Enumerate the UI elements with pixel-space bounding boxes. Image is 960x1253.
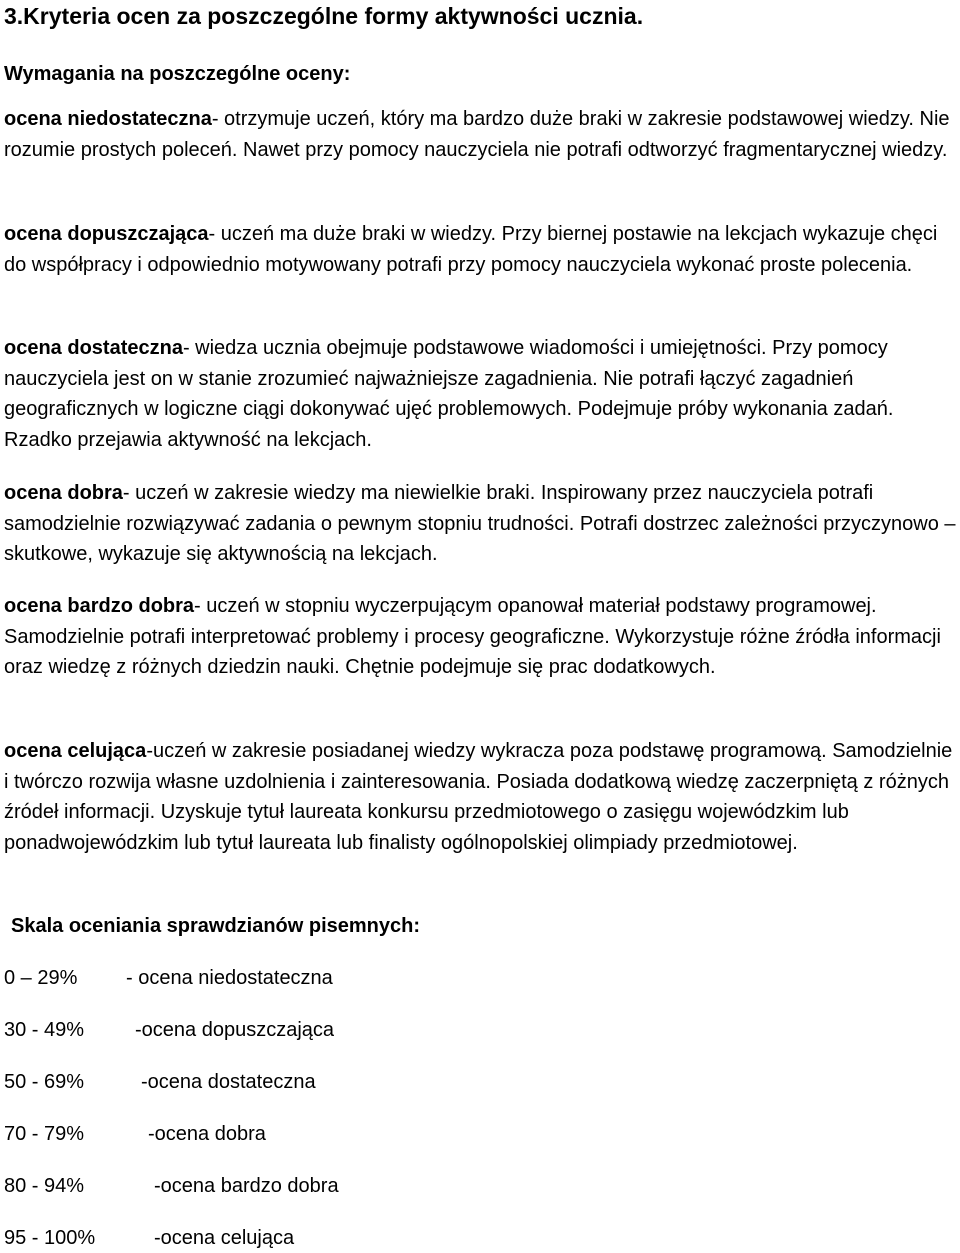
scale-grade: -ocena dopuszczająca <box>135 1019 335 1041</box>
grade-name: ocena dostateczna <box>4 337 183 359</box>
grade-description: - uczeń ma duże braki w wiedzy. Przy biernej postawie na lekcjach wykazuje chęci do współpracy i odpowiednio motywowany potrafi przy pomocy nauczyciela wykonać proste polecenia. <box>4 223 938 276</box>
scale-row <box>4 1173 339 1199</box>
grade-description: -uczeń w zakresie posiadanej wiedzy wykracza poza podstawę programową. Samodzielnie i twórczo rozwija własne uzdolnienia i zainteresowania. Posiada dodatkową wiedzę zaczerpniętą z różnych źródeł informacji. Uzyskuje tytuł laureata konkursu przedmiotowego o zasięgu wojewódzkim lub ponadwojewódzkim lub tytuł laureata lub finalisty ogólnopolskiej olimpiady przedmiotowej. <box>4 740 953 854</box>
scale-range: 50 - 69% <box>4 1071 85 1093</box>
grade-paragraph-niedostateczna <box>4 104 960 165</box>
scale-grade: -ocena dostateczna <box>141 1071 316 1093</box>
grade-description: - wiedza ucznia obejmuje podstawowe wiadomości i umiejętności. Przy pomocy nauczyciela jest on w stanie zrozumieć najważniejsze zagadnienia. Nie potrafi łączyć zagadnień geograficznych w logiczne ciągi dokonywać ujęć problemowych. Podejmuje próby wykonania zadań. Rzadko przejawia aktywność na lekcjach. <box>4 337 894 451</box>
scale-grade: -ocena celująca <box>154 1227 295 1249</box>
scale-range: 30 - 49% <box>4 1019 85 1041</box>
scale-grade: - ocena niedostateczna <box>126 967 333 989</box>
scale-grade: -ocena bardzo dobra <box>154 1175 339 1197</box>
grade-description: - uczeń w stopniu wyczerpującym opanował materiał podstawy programowej. Samodzielnie potrafi interpretować problemy i procesy geograficzne. Wykorzystuje różne źródła informacji oraz wiedzę z różnych dziedzin nauki. Chętnie podejmuje się prac dodatkowych. <box>4 595 941 679</box>
grade-name: ocena dopuszczająca <box>4 223 209 245</box>
grade-paragraph-bardzo-dobra <box>4 591 960 683</box>
requirements-heading: Wymagania na poszczególne oceny: <box>4 63 351 85</box>
scale-range: 70 - 79% <box>4 1123 85 1145</box>
grade-description: - uczeń w zakresie wiedzy ma niewielkie braki. Inspirowany przez nauczyciela potrafi samodzielnie rozwiązywać zadania o pewnym stopniu trudności. Potrafi dostrzec zależności przyczynowo –skutkowe, wykazuje się aktywnością na lekcjach. <box>4 482 956 566</box>
scale-row <box>4 1225 295 1251</box>
scale-grade: -ocena dobra <box>148 1123 266 1145</box>
scale-heading: Skala oceniania sprawdzianów pisemnych: <box>11 915 421 937</box>
page-title: 3.Kryteria ocen za poszczególne formy aktywności ucznia. <box>4 3 644 29</box>
scale-range: 95 - 100% <box>4 1227 96 1249</box>
grade-description: - otrzymuje uczeń, który ma bardzo duże braki w zakresie podstawowej wiedzy. Nie rozumie prostych poleceń. Nawet przy pomocy nauczyciela nie potrafi odtworzyć fragmentarycznej wiedzy. <box>4 108 950 161</box>
scale-row <box>4 1121 266 1147</box>
grade-name: ocena niedostateczna <box>4 108 212 130</box>
scale-row <box>4 1069 316 1095</box>
grade-paragraph-celujaca <box>4 736 960 858</box>
grade-paragraph-dostateczna <box>4 333 960 455</box>
scale-range: 0 – 29% <box>4 967 78 989</box>
scale-row <box>4 1017 335 1043</box>
grade-name: ocena bardzo dobra <box>4 595 195 617</box>
scale-row <box>4 965 333 991</box>
grade-name: ocena celująca <box>4 740 147 762</box>
grade-paragraph-dopuszczajaca <box>4 219 960 280</box>
grade-paragraph-dobra <box>4 478 960 570</box>
grade-name: ocena dobra <box>4 482 123 504</box>
scale-range: 80 - 94% <box>4 1175 85 1197</box>
